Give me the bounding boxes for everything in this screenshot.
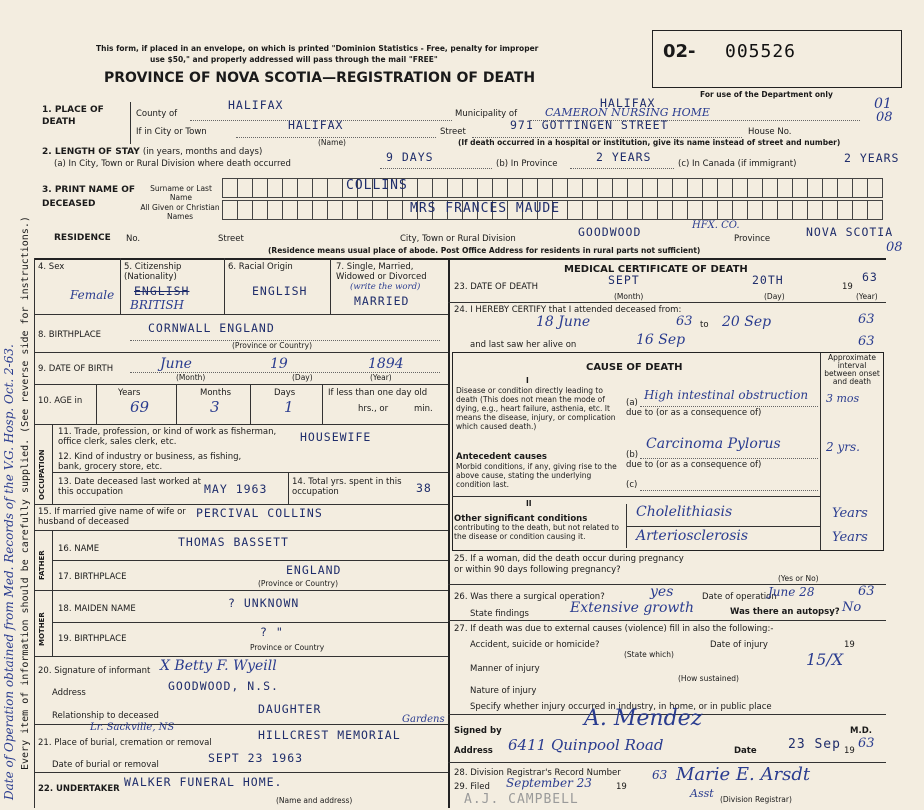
manner-mark: 15/X [806, 650, 844, 669]
father-birthplace-note: (Province or Country) [258, 579, 338, 588]
residence-province-value: NOVA SCOTIA [806, 225, 894, 239]
father-side-label: FATHER [38, 550, 46, 580]
mother-maiden-label: 18. MAIDEN NAME [58, 604, 136, 614]
surname-value: COLLINS [346, 178, 408, 193]
physician-address-label: Address [454, 746, 493, 756]
signed-by-label: Signed by [454, 726, 502, 736]
sex-label: 4. Sex [38, 262, 65, 272]
dept-use-label: For use of the Department only [700, 90, 833, 99]
dob-month: June [160, 356, 192, 372]
city-value: HALIFAX [288, 118, 344, 132]
burial-place-label: 21. Place of burial, cremation or removal [38, 738, 212, 748]
marital-status-label: 7. Single, Married, Widowed or Divorced [336, 262, 427, 282]
spouse-value: PERCIVAL COLLINS [196, 506, 323, 520]
antecedent-label: Antecedent causes [456, 452, 547, 462]
op-date-value: June 28 [768, 585, 815, 599]
other-conditions-note: contributing to the death, but not related to the disease or condition causing it. [454, 523, 619, 541]
length-of-stay-label: 2. LENGTH OF STAY (in years, months and days) [42, 147, 263, 157]
residence-no-label: No. [126, 234, 141, 244]
mail-notice-2: use $50," and properly addressed will pass through the mail "FREE" [150, 55, 438, 64]
house-no-label: House No. [748, 127, 792, 137]
md-label: M.D. [850, 726, 872, 736]
residence-street-label: Street [218, 234, 244, 244]
burial-date-value: SEPT 23 1963 [208, 751, 304, 765]
informant-address-value: GOODWOOD, N.S. [168, 679, 279, 693]
dob-year: 1894 [368, 356, 404, 372]
antecedent-note: Morbid conditions, if any, giving rise to the above cause, stating the underlying condition last. [456, 462, 617, 489]
state-findings-label: State findings [470, 609, 529, 619]
death-year-label: (Year) [856, 292, 878, 301]
place-of-death-label: 1. PLACE OF DEATH [42, 105, 104, 127]
city-label: If in City or Town [136, 127, 207, 137]
street-label: Street [440, 127, 466, 137]
injury-date-label: Date of injury [710, 640, 768, 650]
death-month-label: (Month) [614, 292, 644, 301]
racial-origin-value: ENGLISH [252, 284, 308, 298]
registrar-asst: Asst [690, 787, 714, 800]
division-registrar-label: (Division Registrar) [720, 795, 792, 804]
age-years-label: Years [118, 388, 141, 398]
birthplace-value: CORNWALL ENGLAND [148, 321, 275, 335]
cause-a-mark: (a) [626, 398, 638, 408]
street-value: 971 GOTTINGEN STREET [510, 118, 669, 132]
other-condition-1-interval: Years [832, 506, 868, 521]
op-date-label: Date of operation [702, 592, 777, 602]
q11-value: HOUSEWIFE [300, 430, 372, 444]
county-value: HALIFAX [228, 98, 284, 112]
father-name-label: 16. NAME [58, 544, 100, 554]
record-number-label: 28. Division Registrar's Record Number [454, 768, 621, 778]
occupation-side-label: OCCUPATION [38, 449, 46, 500]
burial-date-label: Date of burial or removal [52, 760, 159, 770]
informant-sig-label: 20. Signature of informant [38, 666, 151, 676]
death-month: SEPT [608, 273, 640, 287]
q27-label: 27. If death was due to external causes (violence) fill in also the following:- [454, 624, 774, 634]
relationship-value: DAUGHTER [258, 702, 322, 716]
dob-day: 19 [270, 356, 288, 372]
municipality-handwritten: CAMERON NURSING HOME [545, 106, 710, 119]
mother-maiden-value: ? UNKNOWN [228, 596, 300, 610]
cause-a-value: High intestinal obstruction [644, 388, 809, 402]
q12-label: 12. Kind of industry or business, as fishing, bank, grocery store, etc. [58, 452, 242, 472]
state-which-label: (State which) [624, 650, 674, 659]
stay-c-value: 2 YEARS [844, 151, 900, 165]
q13-label: 13. Date deceased last worked at this occupation [58, 477, 201, 497]
mother-birthplace-note: Province or Country [250, 643, 325, 652]
mail-notice-1: This form, if placed in an envelope, on which is printed "Dominion Statistics - Free, penalty for improper [96, 44, 539, 53]
margin-note-handwritten: Date of Operation obtained from Med. Records of the V.G. Hosp. Oct. 2-63. [2, 344, 16, 800]
surname-label: Surname or Last Name [150, 184, 212, 202]
death-day-label: (Day) [764, 292, 785, 301]
municipality-label: Municipality of [455, 109, 518, 119]
dept-code-1: 01 [874, 96, 892, 112]
filed-date: September 23 [506, 776, 592, 790]
dob-month-label: (Month) [176, 373, 206, 382]
age-label: 10. AGE in [38, 396, 83, 406]
q11-label: 11. Trade, profession, or kind of work as fisherman, office clerk, sales clerk, etc. [58, 427, 277, 447]
filed-year-prefix: 19 [616, 782, 627, 792]
mother-birthplace-value: ? " [260, 625, 284, 639]
reg-number: 005526 [725, 41, 797, 62]
state-findings-value: Extensive growth [570, 600, 695, 616]
given-names-label: All Given or Christian Names [140, 203, 220, 221]
mother-birthplace-label: 19. BIRTHPLACE [58, 634, 127, 644]
cause-a-interval: 3 mos [826, 392, 860, 405]
due-to-b: due to (or as a consequence of) [626, 460, 762, 470]
manner-label: Manner of injury [470, 664, 540, 674]
death-year-prefix: 19 [842, 282, 853, 292]
residence-code: 08 [886, 240, 903, 255]
disease-label: Disease or condition directly leading to death (This does not mean the mode of dying, e.g., heart failure, asthenia, etc. It means the disease, injury, or complication which caused death.) [456, 386, 616, 431]
part-one-label: I [526, 376, 529, 385]
citizenship-struck: ENGLISH [134, 284, 190, 298]
municipality-value: HALIFAX [600, 96, 656, 110]
city-name-label: (Name) [318, 138, 346, 147]
stay-a-value: 9 DAYS [386, 150, 434, 164]
age-days-value: 1 [284, 398, 294, 416]
undertaker-note: (Name and address) [276, 796, 353, 805]
op-date-year: 63 [858, 584, 875, 599]
cause-c-mark: (c) [626, 480, 638, 490]
print-name-label: 3. PRINT NAME OF DECEASED [42, 185, 136, 209]
burial-place-handwritten: Lr. Sackville, NS [90, 722, 175, 733]
last-saw-value: 16 Sep [636, 332, 686, 348]
undertaker-value: WALKER FUNERAL HOME. [124, 775, 283, 789]
attended-from-year: 63 [676, 314, 693, 329]
undertaker-label: 22. UNDERTAKER [38, 784, 120, 794]
q25-yes-no: (Yes or No) [778, 574, 819, 583]
informant-address-label: Address [52, 688, 86, 698]
certify-label: 24. I HEREBY CERTIFY that I attended deceased from: [454, 305, 682, 315]
death-day: 20TH [752, 273, 784, 287]
mother-side-label: MOTHER [38, 612, 46, 646]
q14-value: 38 [416, 481, 432, 495]
father-name-value: THOMAS BASSETT [178, 535, 289, 549]
filed-year: 63 [652, 768, 668, 782]
citizenship-value: BRITISH [130, 298, 185, 312]
physician-address-value: 6411 Quinpool Road [508, 736, 664, 754]
other-condition-2-interval: Years [832, 530, 868, 545]
q26-label: 26. Was there a surgical operation? [454, 592, 605, 602]
other-condition-1: Cholelithiasis [636, 504, 733, 520]
signature-date-label: Date [734, 746, 757, 756]
signature-date-value: 23 Sep [788, 737, 841, 752]
margin-instruction: Every item of information should be carefully supplied. (See reverse side for instructions.) [20, 216, 31, 770]
specify-label: Specify whether injury occurred in industry, in home, or in public place [470, 702, 772, 712]
nature-label: Nature of injury [470, 686, 537, 696]
stay-b-label: (b) In Province [496, 159, 558, 169]
physician-signature: A. Mendez [584, 706, 703, 731]
dob-label: 9. DATE OF BIRTH [38, 364, 114, 374]
birthplace-label: 8. BIRTHPLACE [38, 330, 102, 340]
form-title: PROVINCE OF NOVA SCOTIA—REGISTRATION OF DEATH [104, 70, 536, 86]
burial-place-handwritten-2: Gardens [402, 714, 445, 725]
attended-from: 18 June [536, 314, 591, 330]
residence-label: RESIDENCE [54, 233, 111, 243]
q26-value: yes [650, 584, 674, 600]
spouse-label: 15. If married give name of wife or husband of deceased [38, 507, 186, 527]
relationship-label: Relationship to deceased [52, 711, 159, 721]
marital-note: (write the word) [350, 282, 421, 292]
father-birthplace-value: ENGLAND [286, 563, 342, 577]
accident-label: Accident, suicide or homicide? [470, 640, 600, 650]
registration-number-box [652, 30, 902, 88]
stay-b-value: 2 YEARS [596, 150, 652, 164]
dob-day-label: (Day) [292, 373, 313, 382]
attended-to-year: 63 [858, 312, 875, 327]
q25-label: 25. If a woman, did the death occur during pregnancy or within 90 days following pregnancy? [454, 554, 684, 575]
attended-to: 20 Sep [722, 314, 772, 330]
autopsy-value: No [842, 600, 862, 615]
age-less-label: If less than one day old [328, 388, 428, 398]
medical-cert-title: MEDICAL CERTIFICATE OF DEATH [564, 264, 748, 275]
other-conditions-label: Other significant conditions [454, 514, 588, 524]
how-sustained-label: (How sustained) [678, 674, 739, 683]
cause-title: CAUSE OF DEATH [586, 362, 683, 373]
burial-place-value: HILLCREST MEMORIAL [258, 728, 401, 742]
racial-origin-label: 6. Racial Origin [228, 262, 293, 272]
residence-county-note: HFX. CO. [692, 220, 740, 231]
age-hrs-label: hrs., or [358, 404, 389, 414]
residence-province-label: Province [734, 234, 771, 244]
residence-note: (Residence means usual place of abode. Post Office Address for residents in rural parts not sufficient) [268, 246, 701, 255]
stay-c-label: (c) In Canada (if immigrant) [678, 159, 797, 169]
date-of-death-label: 23. DATE OF DEATH [454, 282, 538, 292]
cause-b-value: Carcinoma Pylorus [646, 436, 781, 452]
attended-to-label: to [700, 320, 709, 330]
age-months-value: 3 [210, 398, 220, 416]
registrar-signature: Marie E. Arsdt [676, 764, 811, 785]
due-to-a: due to (or as a consequence of) [626, 408, 762, 418]
dept-code-2: 08 [876, 110, 893, 125]
stay-a-label: (a) In City, Town or Rural Division where death occurred [54, 159, 291, 169]
dob-year-label: (Year) [370, 373, 392, 382]
q13-value: MAY 1963 [204, 482, 268, 496]
signature-year-prefix: 19 [844, 746, 855, 756]
informant-signature: X Betty F. Wyeill [160, 658, 277, 674]
county-label: County of [136, 109, 178, 119]
birthplace-note: (Province or Country) [232, 341, 312, 350]
age-min-label: min. [414, 404, 433, 414]
signature-year: 63 [858, 736, 875, 751]
other-condition-2: Arteriosclerosis [636, 528, 749, 544]
age-days-label: Days [274, 388, 296, 398]
reg-prefix: 02- [663, 41, 696, 62]
marital-value: MARRIED [354, 294, 410, 308]
part-two-label: II [526, 499, 532, 508]
sex-value: Female [70, 288, 115, 302]
last-saw-year: 63 [858, 334, 875, 349]
residence-city-value: GOODWOOD [578, 225, 642, 239]
age-years-value: 69 [130, 398, 150, 416]
surname-grid [222, 178, 883, 198]
death-year: 63 [862, 270, 878, 284]
age-months-label: Months [200, 388, 232, 398]
cause-b-mark: (b) [626, 450, 639, 460]
hospital-note: (If death occurred in a hospital or institution, give its name instead of street and number) [458, 138, 841, 147]
q14-label: 14. Total yrs. spent in this occupation [292, 477, 402, 497]
given-names-value: MRS FRANCES MAUDE [410, 201, 561, 216]
autopsy-label: Was there an autopsy? [730, 607, 840, 617]
cause-b-interval: 2 yrs. [826, 440, 860, 454]
injury-year-prefix: 19 [844, 640, 855, 650]
father-birthplace-label: 17. BIRTHPLACE [58, 572, 127, 582]
interval-label: Approximate interval between onset and death [824, 353, 880, 386]
residence-city-label: City, Town or Rural Division [400, 234, 516, 244]
last-saw-label: and last saw her alive on [470, 340, 577, 350]
registrar-stamp: A.J. CAMPBELL [464, 792, 579, 807]
filed-label: 29. Filed [454, 782, 490, 792]
citizenship-label: 5. Citizenship (Nationality) [124, 262, 182, 282]
